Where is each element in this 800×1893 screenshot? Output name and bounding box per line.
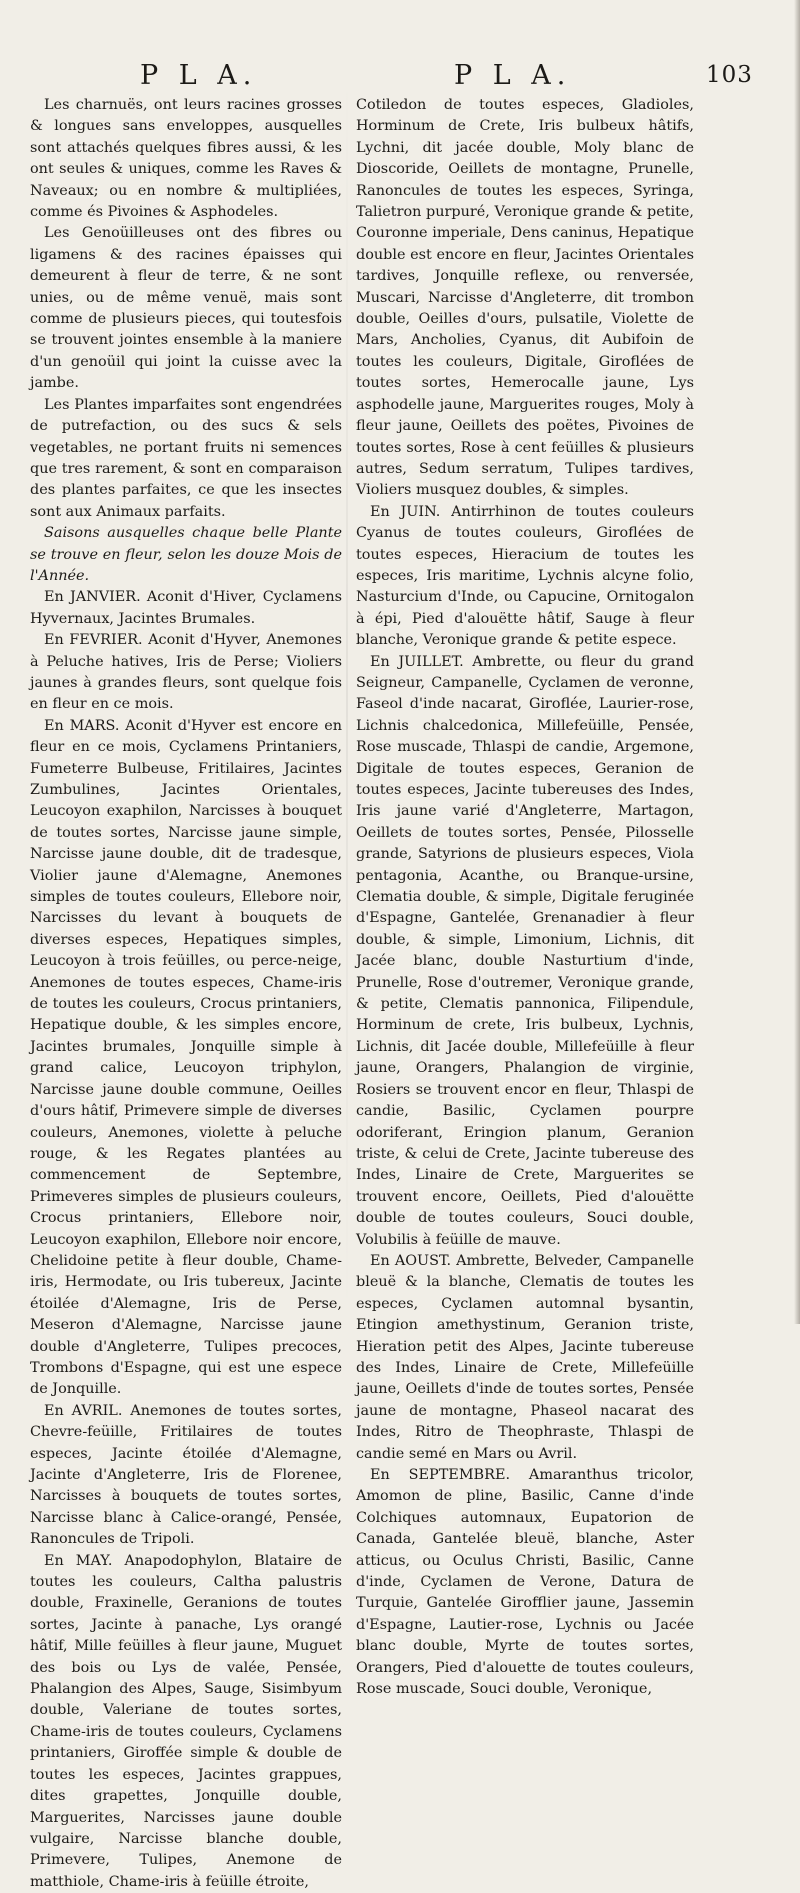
month-avril: En AVRIL. Anemones de toutes sortes, Chevre-feüille, Fritilaires de toutes especes, Jacinte étoilée d'Alemagne, Jacinte d'Angleterre, Iris de Florenee, Narcisses à bouquets de toutes sortes, Narcisse blanc à Calice-orangé, Pensée, Ranoncules de Tripoli.: [30, 1402, 342, 1548]
paragraph-plantes-imparfaites: Les Plantes imparfaites sont engendrées de putrefaction, ou des sucs & sels vegetables, ne portant fruits ni semences que tres rarement, & sont en comparaison des plantes parfaites, ce que les insectes sont aux Animaux parfaits.: [30, 396, 342, 520]
month-septembre: En SEPTEMBRE. Amaranthus tricolor, Amomon de pline, Basilic, Canne d'inde Colchiques automnaux, Eupatorion de Canada, Gantelée bleuë, blanche, Aster atticus, ou Oculus Christi, Basilic, Canne d'inde, Cyclamen de Verone, Datura de Turquie, Gantelée Girofflier jaune, Jassemin d'Espagne, Lautier-rose, Lychnis ou Jacée blanc double, Myrte de toutes sortes, Orangers, Pied d'alouette de toutes couleurs, Rose muscade, Souci double, Veronique,: [356, 1467, 694, 1698]
page-number: 103: [706, 62, 753, 88]
running-head-right: P L A.: [454, 60, 572, 91]
month-mars: En MARS. Aconit d'Hyver est encore en fleur en ce mois, Cyclamens Printaniers, Fumeterre Bulbeuse, Fritilaires, Jacintes Zumbulines, Jacintes Orientales, Leucoyon exaphilon, Narcisses à bouquet de toutes sortes, Narcisse jaune simple, Narcisse jaune double, dit de tradesque, Violier jaune d'Alemagne, Anemones simples de toutes couleurs, Ellebore noir, Narcisses du levant à bouquets de diverses especes, Hepatiques simples, Leucoyon à trois feüilles, ou perce-neige, Anemones de toutes especes, Chame-iris de toutes les couleurs, Crocus printaniers, Hepatique double, & les simples encore, Jacintes brumales, Jonquille simple à grand calice, Leucoyon triphylon, Narcisse jaune double commune, Oeilles d'ours hâtif, Primevere simple de diverses couleurs, Anemones, violette à peluche rouge, & les Regates plantées au commencement de Septembre, Primeveres simples de plusieurs couleurs, Crocus printaniers, Ellebore noir, Leucoyon exaphilon, Ellebore noir encore, Chelidoine petite à fleur double, Chame-iris, Hermodate, ou Iris tubereux, Jacinte étoilée d'Alemagne, Iris de Perse, Meseron d'Alemagne, Narcisse jaune double d'Angleterre, Tulipes precoces, Trombons d'Espagne, qui est une espece de Jonquille.: [30, 717, 342, 1398]
right-column: [356, 95, 694, 1700]
month-fevrier: En FEVRIER. Aconit d'Hyver, Anemones à Peluche hatives, Iris de Perse; Violiers jaunes à grandes fleurs, sont quelque fois en fleur en ce mois.: [30, 632, 342, 713]
running-head-left: P L A.: [140, 60, 258, 91]
page-edge-shadow: [794, 0, 800, 1324]
month-may-continued: Cotiledon de toutes especes, Gladioles, Horminum de Crete, Iris bulbeux hâtifs, Lychni, dit jacée double, Moly blanc de Dioscoride, Oeillets de montagne, Prunelle, Ranoncules de toutes les especes, Syringa, Talietron purpuré, Veronique grande & petite, Couronne imperiale, Dens caninus, Hepatique double est encore en fleur, Jacintes Orientales tardives, Jonquille reflexe, ou renversée, Muscari, Narcisse d'Angleterre, dit trombon double, Oeilles d'ours, pulsatile, Violette de Mars, Ancholies, Cyanus, dit Aubifoin de toutes les couleurs, Digitale, Giroflées de toutes sortes, Hemerocalle jaune, Lys asphodelle jaune, Marguerites rouges, Moly à fleur jaune, Oeillets des poëtes, Pivoines de toutes sortes, Rose à cent feüilles & plusieurs autres, Sedum serratum, Tulipes tardives, Violiers musquez doubles, & simples.: [356, 97, 694, 499]
column-gutter: [346, 70, 348, 1320]
month-may: En MAY. Anapodophylon, Blataire de toutes les couleurs, Caltha palustris double, Fraxinelle, Geranions de toutes sortes, Jacinte à panache, Lys orangé hâtif, Mille feüilles à fleur jaune, Muguet des bois ou Lys de valée, Pensée, Phalangion des Alpes, Sauge, Sisimbyum double, Valeriane de toutes sortes, Chame-iris de toutes couleurs, Cyclamens printaniers, Giroffée simple & double de toutes les especes, Jacintes grappues, dites grapettes, Jonquille double, Marguerites, Narcisses jaune double vulgaire, Narcisse blanche double, Primevere, Tulipes, Anemone de matthiole, Chame-iris à feüille étroite,: [30, 1552, 342, 1890]
month-juin: En JUIN. Antirrhinon de toutes couleurs Cyanus de toutes couleurs, Giroflées de toutes especes, Hieracium de toutes les especes, Iris maritime, Lychnis alcyne folio, Nasturcium d'Inde, ou Capucine, Ornitogalon à épi, Pied d'alouëtte hâtif, Sauge à fleur blanche, Veronique grande & petite espece.: [356, 503, 694, 649]
paragraph-racines-genouilleuses: Les Genoüilleuses ont des fibres ou ligamens & des racines épaisses qui demeurent à fleur de terre, & ne sont unies, ou de même venuë, mais sont comme de plusieurs pieces, qui toutesfois se trouvent jointes ensemble à la maniere d'un genoüil qui joint la cuisse avec la jambe.: [30, 225, 342, 392]
month-aoust: En AOUST. Ambrette, Belveder, Campanelle bleuë & la blanche, Clematis de toutes les especes, Cyclamen automnal bysantin, Etingion amethystinum, Geranion triste, Hieration petit des Alpes, Jacinte tubereuse des Indes, Linaire de Crete, Millefeüille jaune, Oeillets d'inde de toutes sortes, Pensée jaune de montagne, Phaseol nacarat des Indes, Ritro de Theophraste, Thlaspi de candie semé en Mars ou Avril.: [356, 1252, 694, 1462]
left-column: [30, 95, 342, 1893]
section-heading-saisons: Saisons ausquelles chaque belle Plante se trouve en fleur, selon les douze Mois de l'Année.: [30, 525, 342, 584]
month-juillet: En JUILLET. Ambrette, ou fleur du grand Seigneur, Campanelle, Cyclamen de veronne, Faseol d'inde nacarat, Giroflée, Laurier-rose, Lichnis chalcedonica, Millefeüille, Pensée, Rose muscade, Thlaspi de candie, Argemone, Digitale de toutes especes, Geranion de toutes especes, Jacinte tubereuses des Indes, Iris jaune varié d'Angleterre, Martagon, Oeillets de toutes sortes, Pensée, Pilosselle grande, Satyrions de plusieurs especes, Viola pentagonia, Acanthe, ou Branque-ursine, Clematia double, & simple, Digitale feruginée d'Espagne, Gantelée, Grenanadier à fleur double, & simple, Limonium, Lichnis, dit Jacée blanc, double Nasturtium d'inde, Prunelle, Rose d'outremer, Veronique grande, & petite, Clematis pannonica, Filipendule, Horminum de crete, Iris bulbeux, Lychnis, Lichnis, dit Jacée double, Millefeüille à fleur jaune, Orangers, Phalangion de virginie, Rosiers se trouvent encor en fleur, Thlaspi de candie, Basilic, Cyclamen pourpre odoriferant, Eringion planum, Geranion triste, & celui de Crete, Jacinte tubereuse des Indes, Linaire de Crete, Marguerites se trouvent encore, Oeillets, Pied d'alouëtte double de toutes couleurs, Souci double, Volubilis à feüille de mauve.: [356, 653, 694, 1248]
paragraph-racines-charnues: Les charnuës, ont leurs racines grosses & longues sans enveloppes, ausquelles sont attachés quelques fibres aussi, & les ont seules & uniques, comme les Raves & Naveaux; ou en nombre & multipliées, comme és Pivoines & Asphodeles.: [30, 97, 342, 221]
month-janvier: En JANVIER. Aconit d'Hiver, Cyclamens Hyvernaux, Jacintes Brumales.: [30, 589, 342, 627]
page-header: [0, 60, 800, 96]
